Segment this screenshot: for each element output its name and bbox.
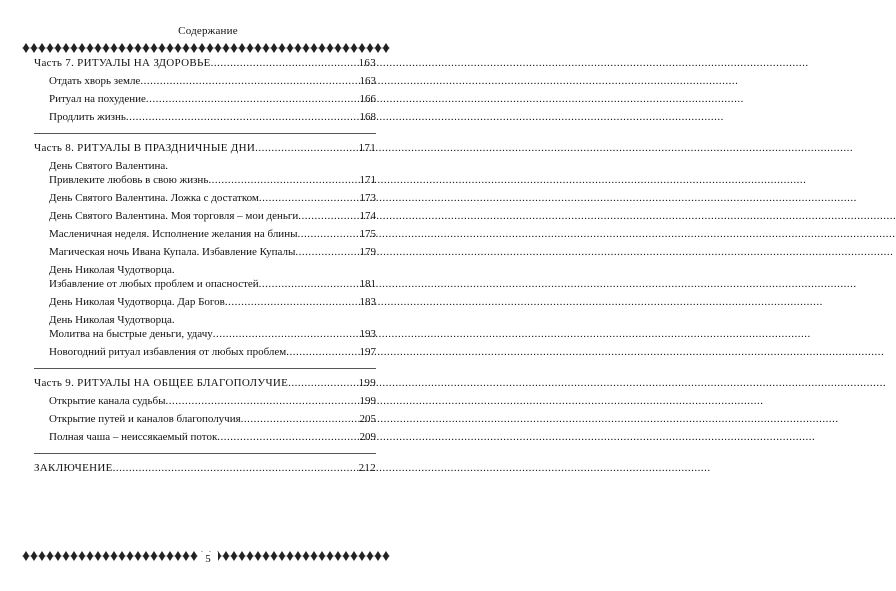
ornament-diamond	[119, 551, 125, 561]
ornament-diamond	[87, 43, 93, 53]
toc-entry	[34, 159, 376, 187]
ornament-diamond	[239, 43, 245, 53]
dot-leader	[288, 376, 357, 390]
toc-entry-row-title: Магическая ночь Ивана Купала. Избавление Купалы	[49, 246, 296, 258]
section-divider	[34, 368, 376, 369]
ornament-diamond	[223, 551, 229, 561]
ornament-diamond	[47, 551, 53, 561]
ornament-diamond	[367, 43, 373, 53]
ornament-diamond	[351, 43, 357, 53]
toc-entry-row-page: 209	[359, 431, 376, 443]
ornament-diamond	[335, 43, 341, 53]
toc-entry-row-title: Полная чаша – неиссякаемый поток	[49, 431, 218, 443]
toc-entry-row	[34, 295, 376, 309]
toc-part-heading	[34, 141, 376, 155]
toc-entry-line: День Святого Валентина.	[49, 160, 169, 172]
toc-entry	[34, 263, 376, 291]
toc-entry	[34, 295, 376, 309]
ornament-diamond	[79, 551, 85, 561]
ornament-diamond	[279, 551, 285, 561]
toc-entry-row-page: 173	[359, 192, 376, 204]
section-divider	[34, 133, 376, 134]
toc-part-heading-page: 171	[358, 142, 376, 154]
toc-entry	[34, 227, 376, 241]
toc-entry-row	[34, 92, 376, 106]
ornament-diamond	[151, 43, 157, 53]
ornament-diamond	[23, 43, 29, 53]
ornament-diamond	[159, 43, 165, 53]
toc-entry-row-page: 193	[359, 328, 376, 340]
toc-entry-row-page: 166	[359, 93, 376, 105]
ornament-diamond	[183, 43, 189, 53]
ornament-diamond	[319, 551, 325, 561]
toc-entry-row-title: Продлить жизнь	[49, 111, 126, 123]
toc-part-heading	[34, 376, 376, 390]
toc-part-heading	[34, 461, 376, 475]
dot-leader	[217, 430, 358, 444]
toc-entry-row-title: Привлеките любовь в свою жизнь	[49, 174, 209, 186]
toc-entry-row-page: 181	[359, 278, 376, 290]
dot-leader	[225, 295, 359, 309]
ornament-diamond	[295, 551, 301, 561]
dot-leader	[286, 345, 358, 359]
toc-entry	[34, 430, 376, 444]
toc-entry-row	[34, 110, 376, 124]
ornament-diamond	[231, 43, 237, 53]
ornament-diamond	[271, 551, 277, 561]
toc-entry-row-title: Масленичная неделя. Исполнение желания на блины	[49, 228, 298, 240]
toc-entry-row	[34, 173, 376, 187]
toc-entry-row-page: 197	[359, 346, 376, 358]
ornament-diamond	[119, 43, 125, 53]
ornament-diamond	[287, 551, 293, 561]
toc-part-heading-page: 212	[358, 462, 376, 474]
toc-entry-row-page: 183	[359, 296, 376, 308]
ornament-diamond	[79, 43, 85, 53]
ornament-diamond	[151, 551, 157, 561]
ornament-diamond	[231, 551, 237, 561]
toc-entry-row	[34, 245, 376, 259]
ornament-diamond	[215, 43, 221, 53]
ornament-diamond	[191, 43, 197, 53]
ornament-diamond	[223, 43, 229, 53]
dot-leader	[126, 110, 359, 124]
toc-entry-row-page: 171	[359, 174, 376, 186]
dot-leader	[166, 394, 359, 408]
toc-entry-row	[34, 345, 376, 359]
ornament-diamond	[271, 43, 277, 53]
ornament-diamond	[87, 551, 93, 561]
section-divider	[34, 453, 376, 454]
ornament-diamond	[103, 43, 109, 53]
toc-entry	[34, 245, 376, 259]
toc-entry-row-title: День Святого Валентина. Моя торговля – мои деньги	[49, 210, 299, 222]
ornament-diamond	[71, 551, 77, 561]
toc-entry	[34, 74, 376, 88]
ornament-diamond	[103, 551, 109, 561]
dot-leader	[140, 74, 358, 88]
ornament-diamond	[263, 551, 269, 561]
toc-part-heading-page: 199	[358, 377, 376, 389]
ornament-diamond	[39, 551, 45, 561]
ornament-diamond	[359, 43, 365, 53]
toc-entry-line: День Николая Чудотворца.	[49, 314, 175, 326]
toc-part-heading-title: Часть 8. РИТУАЛЫ В ПРАЗДНИЧНЫЕ ДНИ	[34, 142, 256, 154]
ornament-diamond	[351, 551, 357, 561]
toc-entry-row-title: Избавление от любых проблем и опасностей	[49, 278, 259, 290]
ornament-diamond	[279, 43, 285, 53]
ornament-diamond	[247, 43, 253, 53]
page-number: 5	[198, 552, 218, 566]
ornament-diamond	[327, 551, 333, 561]
ornament-diamond	[207, 43, 213, 53]
toc-entry	[34, 313, 376, 341]
ornament-diamond	[111, 43, 117, 53]
ornament-diamond	[303, 551, 309, 561]
toc-entry-row-title: Отдать хворь земле	[49, 75, 141, 87]
toc-entry-row-title: Ритуал на похудение	[49, 93, 146, 105]
toc-entry-row	[34, 327, 376, 341]
ornament-diamond	[303, 43, 309, 53]
ornament-diamond	[367, 551, 373, 561]
toc-entry-line: День Николая Чудотворца.	[49, 264, 175, 276]
toc-entry	[34, 92, 376, 106]
toc-part-heading-page: 163	[358, 57, 376, 69]
toc-entry-row	[34, 412, 376, 426]
dot-leader	[259, 277, 359, 291]
ornament-diamond	[127, 43, 133, 53]
ornament-diamond	[143, 43, 149, 53]
toc-entry	[34, 209, 376, 223]
toc-entry	[34, 191, 376, 205]
ornament-diamond	[239, 551, 245, 561]
ornament-diamond	[343, 43, 349, 53]
toc-entry-row	[34, 74, 376, 88]
toc-entry	[34, 110, 376, 124]
toc-entry	[34, 394, 376, 408]
ornament-diamond	[311, 551, 317, 561]
dot-leader	[241, 412, 359, 426]
ornament-diamond	[95, 43, 101, 53]
toc-entry-row-page: 199	[359, 395, 376, 407]
toc-entry-row-title: Молитва на быстрые деньги, удачу	[49, 328, 213, 340]
ornament-diamond	[135, 43, 141, 53]
toc-part-heading-title: Часть 9. РИТУАЛЫ НА ОБЩЕЕ БЛАГОПОЛУЧИЕ	[34, 377, 289, 389]
ornament-diamond	[287, 43, 293, 53]
toc-entry	[34, 345, 376, 359]
toc-entry-row-title: День Святого Валентина. Ложка с достатком	[49, 192, 259, 204]
toc-entry-row	[34, 191, 376, 205]
toc-part-heading-title: ЗАКЛЮЧЕНИЕ	[34, 462, 113, 474]
toc-entry-row-page: 179	[359, 246, 376, 258]
toc-entry-row	[34, 430, 376, 444]
toc-part-heading-title: Часть 7. РИТУАЛЫ НА ЗДОРОВЬЕ	[34, 57, 211, 69]
toc-entry-row	[34, 209, 376, 223]
ornament-diamond	[247, 551, 253, 561]
toc-part-heading	[34, 56, 376, 70]
dot-leader	[255, 141, 358, 155]
ornament-diamond	[255, 551, 261, 561]
ornament-diamond	[63, 551, 69, 561]
toc-entry-row-page: 174	[359, 210, 376, 222]
toc-entry-row-page: 175	[359, 228, 376, 240]
ornament-diamond	[159, 551, 165, 561]
ornament-diamond	[55, 551, 61, 561]
ornament-diamond	[359, 551, 365, 561]
toc-entry-row-title: Открытие путей и каналов благополучия	[49, 413, 241, 425]
ornament-diamond	[295, 43, 301, 53]
dot-leader	[295, 245, 358, 259]
ornament-diamond	[327, 43, 333, 53]
ornament-diamond	[263, 43, 269, 53]
ornament-diamond	[39, 43, 45, 53]
toc-entry-row-title: День Николая Чудотворца. Дар Богов	[49, 296, 225, 308]
dot-leader	[297, 227, 358, 241]
ornament-diamond	[383, 43, 389, 53]
toc-entry-row	[34, 394, 376, 408]
ornament-diamond	[343, 551, 349, 561]
dot-leader	[213, 327, 359, 341]
ornament-diamond	[383, 551, 389, 561]
ornament-diamond	[375, 43, 381, 53]
toc-entry-row-title: Открытие канала судьбы	[49, 395, 166, 407]
toc-entry	[34, 412, 376, 426]
toc-entry-row-page: 168	[359, 111, 376, 123]
ornament-diamond	[375, 551, 381, 561]
ornament-diamond	[175, 551, 181, 561]
ornament-diamond	[167, 551, 173, 561]
ornament-diamond	[191, 551, 197, 561]
dot-leader	[113, 461, 358, 475]
running-head: Содержание	[178, 25, 238, 37]
table-of-contents	[34, 56, 376, 475]
ornament-diamond	[31, 43, 37, 53]
toc-entry-row-title: Новогодний ритуал избавления от любых проблем	[49, 346, 287, 358]
top-ornament-border	[22, 42, 390, 54]
dot-leader	[146, 92, 359, 106]
ornament-diamond	[127, 551, 133, 561]
toc-entry-row-page: 205	[359, 413, 376, 425]
ornament-diamond	[319, 43, 325, 53]
toc-entry-row-page: 163	[359, 75, 376, 87]
toc-entry-row	[34, 277, 376, 291]
ornament-diamond	[55, 43, 61, 53]
dot-leader	[211, 56, 358, 70]
ornament-diamond	[47, 43, 53, 53]
ornament-diamond	[255, 43, 261, 53]
ornament-diamond	[311, 43, 317, 53]
ornament-diamond	[23, 551, 29, 561]
ornament-diamond	[95, 551, 101, 561]
ornament-diamond	[167, 43, 173, 53]
ornament-diamond	[183, 551, 189, 561]
dot-leader	[298, 209, 358, 223]
dot-leader	[208, 173, 358, 187]
ornament-diamond	[71, 43, 77, 53]
ornament-diamond	[63, 43, 69, 53]
dot-leader	[259, 191, 359, 205]
ornament-diamond	[135, 551, 141, 561]
toc-entry-row	[34, 227, 376, 241]
ornament-diamond	[31, 551, 37, 561]
ornament-diamond	[143, 551, 149, 561]
ornament-diamond	[111, 551, 117, 561]
ornament-diamond	[175, 43, 181, 53]
ornament-diamond	[199, 43, 205, 53]
ornament-diamond	[335, 551, 341, 561]
